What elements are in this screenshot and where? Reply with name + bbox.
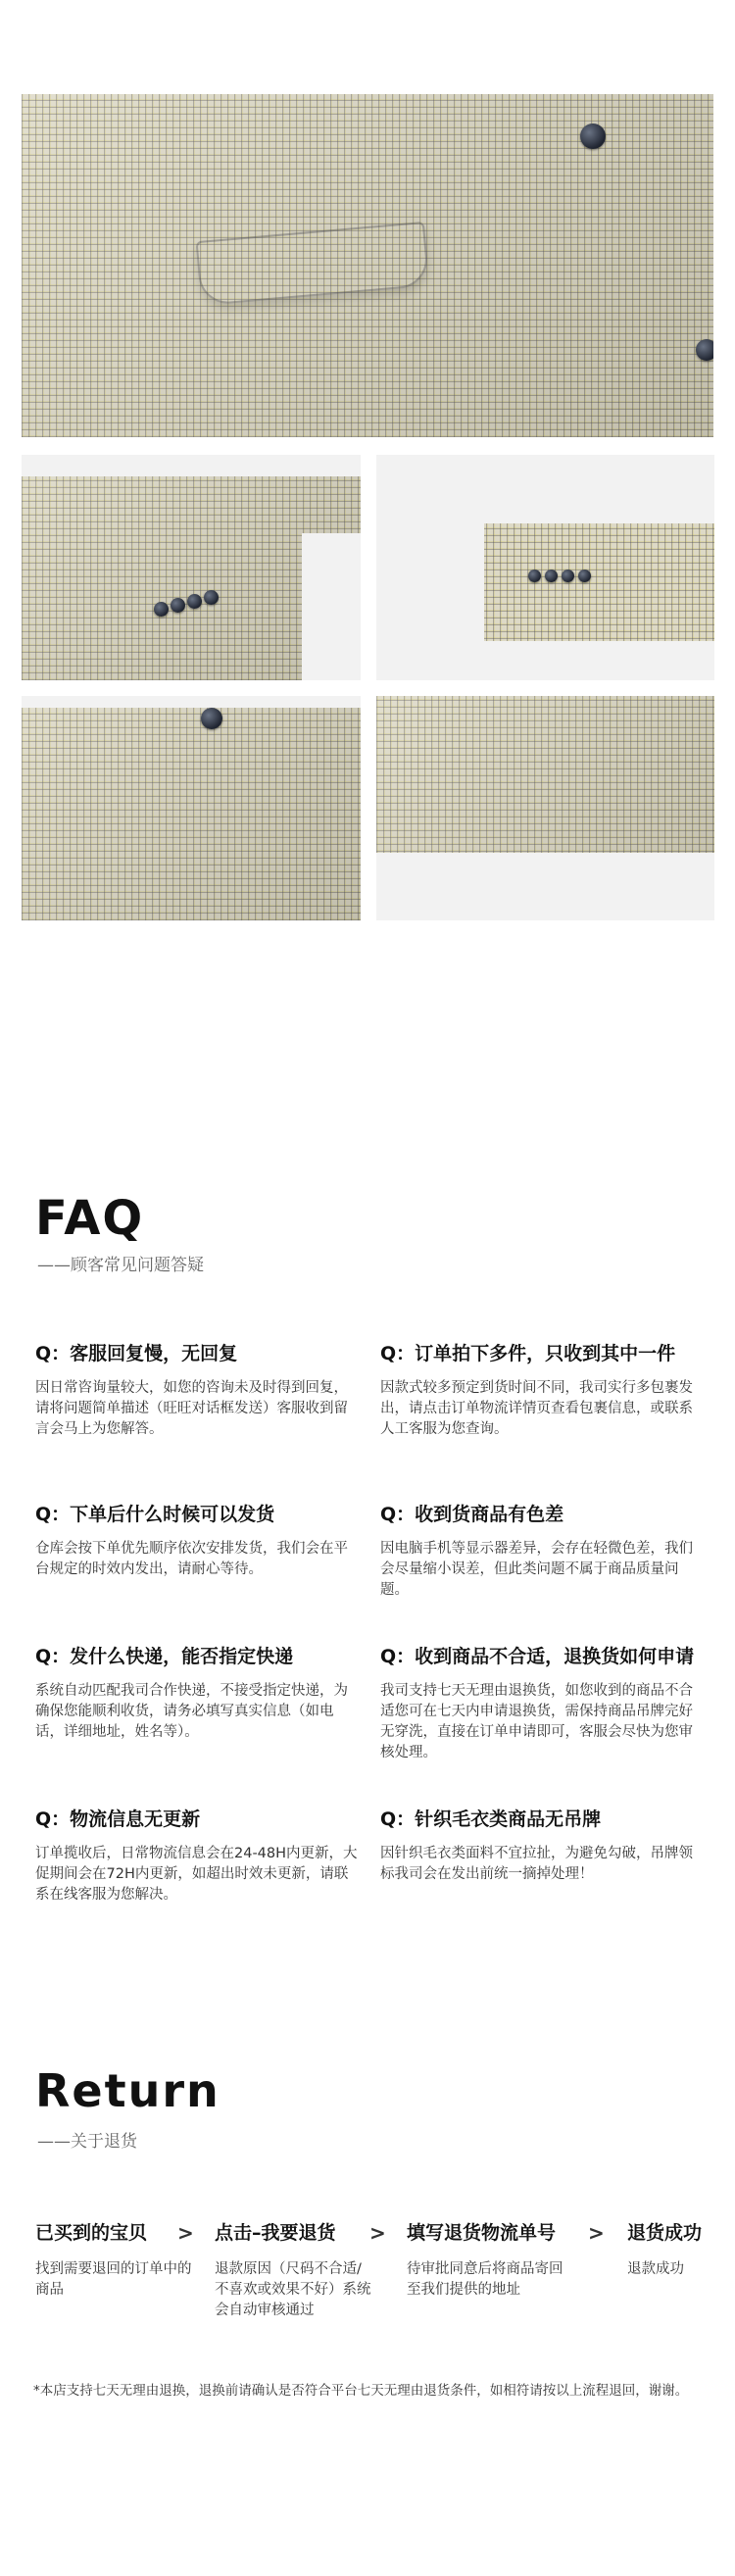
return-step-title: 填写退货物流单号 <box>407 2222 557 2244</box>
faq-answer: 我司支持七天无理由退换货，如您收到的商品不合适您可在七天内申请退换货，需保持商品吊牌完好无穿洗，直接在订单申请即可，客服会尽快为您审核处理。 <box>380 1683 693 1760</box>
faq-answer: 系统自动匹配我司合作快递，不接受指定快递，为确保您能顺利收货，请务必填写真实信息（如电话，详细地址，姓名等）。 <box>35 1683 348 1740</box>
return-step <box>35 2220 192 2301</box>
return-step-desc: 待审批同意后将商品寄回至我们提供的地址 <box>407 2261 564 2298</box>
product-photo-fabric-hem <box>376 696 714 920</box>
jacket-button <box>201 708 222 729</box>
faq-question: Q：针织毛衣类商品无吊牌 <box>380 1808 602 1830</box>
sleeve-button <box>528 570 541 582</box>
return-step <box>215 2220 371 2321</box>
return-title: Return <box>35 2064 220 2117</box>
faq-question: Q：收到商品不合适，退换货如何申请 <box>380 1646 695 1667</box>
step-arrow-icon: > <box>177 2221 194 2245</box>
faq-item <box>35 1502 359 1580</box>
return-subtitle: ——关于退货 <box>37 2132 137 2152</box>
faq-item <box>35 1807 359 1906</box>
jacket-button <box>696 339 713 361</box>
return-step-desc: 退款成功 <box>627 2261 684 2277</box>
faq-item <box>380 1644 704 1763</box>
faq-question: Q：发什么快递，能否指定快递 <box>35 1646 294 1667</box>
sleeve-button <box>171 598 185 613</box>
faq-question: Q：物流信息无更新 <box>35 1808 201 1830</box>
return-step-title: 点击–我要退货 <box>215 2222 336 2244</box>
return-step-title: 已买到的宝贝 <box>35 2222 148 2244</box>
sleeve-button <box>545 570 558 582</box>
jacket-button <box>580 124 606 149</box>
product-photo-sleeve-left <box>22 455 361 680</box>
faq-answer: 因日常咨询量较大，如您的咨询未及时得到回复，请将问题简单描述（旺旺对话框发送）客服收到留言会马上为您解答。 <box>35 1380 348 1437</box>
product-photo-chest-pocket <box>22 94 713 437</box>
return-step-desc: 找到需要退回的订单中的商品 <box>35 2261 192 2298</box>
return-step <box>627 2220 725 2280</box>
faq-question: Q：收到货商品有色差 <box>380 1504 564 1525</box>
product-photo-front-hem <box>22 696 361 920</box>
faq-subtitle: ——顾客常见问题答疑 <box>37 1256 204 1275</box>
faq-item <box>35 1644 359 1743</box>
faq-answer: 因针织毛衣类面料不宜拉扯，为避免勾破，吊牌领标我司会在发出前统一摘掉处理！ <box>380 1846 693 1882</box>
sleeve-button <box>187 594 202 609</box>
faq-item <box>380 1502 704 1601</box>
faq-question: Q：客服回复慢，无回复 <box>35 1343 238 1364</box>
return-step <box>407 2220 564 2301</box>
faq-answer: 因款式较多预定到货时间不同，我司实行多包裹发出，请点击订单物流详情页查看包裹信息，或联系人工客服为您查询。 <box>380 1380 693 1437</box>
step-arrow-icon: > <box>588 2221 605 2245</box>
faq-item <box>380 1341 704 1440</box>
sleeve-button <box>562 570 574 582</box>
return-policy-note: *本店支持七天无理由退换，退换前请确认是否符合平台七天无理由退货条件，如相符请按以上流程退回，谢谢。 <box>33 2383 689 2399</box>
faq-answer: 因电脑手机等显示器差异，会存在轻微色差，我们会尽量缩小误差，但此类问题不属于商品质量问题。 <box>380 1541 693 1598</box>
faq-item <box>35 1341 359 1440</box>
sleeve-button <box>204 590 219 605</box>
sleeve-button <box>154 602 169 617</box>
return-step-title: 退货成功 <box>627 2222 703 2244</box>
faq-title: FAQ <box>35 1191 145 1246</box>
faq-answer: 订单揽收后，日常物流信息会在24-48H内更新，大促期间会在72H内更新，如超出时效未更新，请联系在线客服为您解决。 <box>35 1846 358 1903</box>
faq-question: Q：订单拍下多件，只收到其中一件 <box>380 1343 676 1364</box>
return-step-desc: 退款原因（尺码不合适/不喜欢或效果不好）系统会自动审核通过 <box>215 2261 371 2318</box>
faq-item <box>380 1807 704 1885</box>
step-arrow-icon: > <box>369 2221 386 2245</box>
product-photo-sleeve-right <box>376 455 714 680</box>
sleeve-button <box>578 570 591 582</box>
faq-answer: 仓库会按下单优先顺序依次安排发货，我们会在平台规定的时效内发出，请耐心等待。 <box>35 1541 348 1577</box>
faq-question: Q：下单后什么时候可以发货 <box>35 1504 275 1525</box>
